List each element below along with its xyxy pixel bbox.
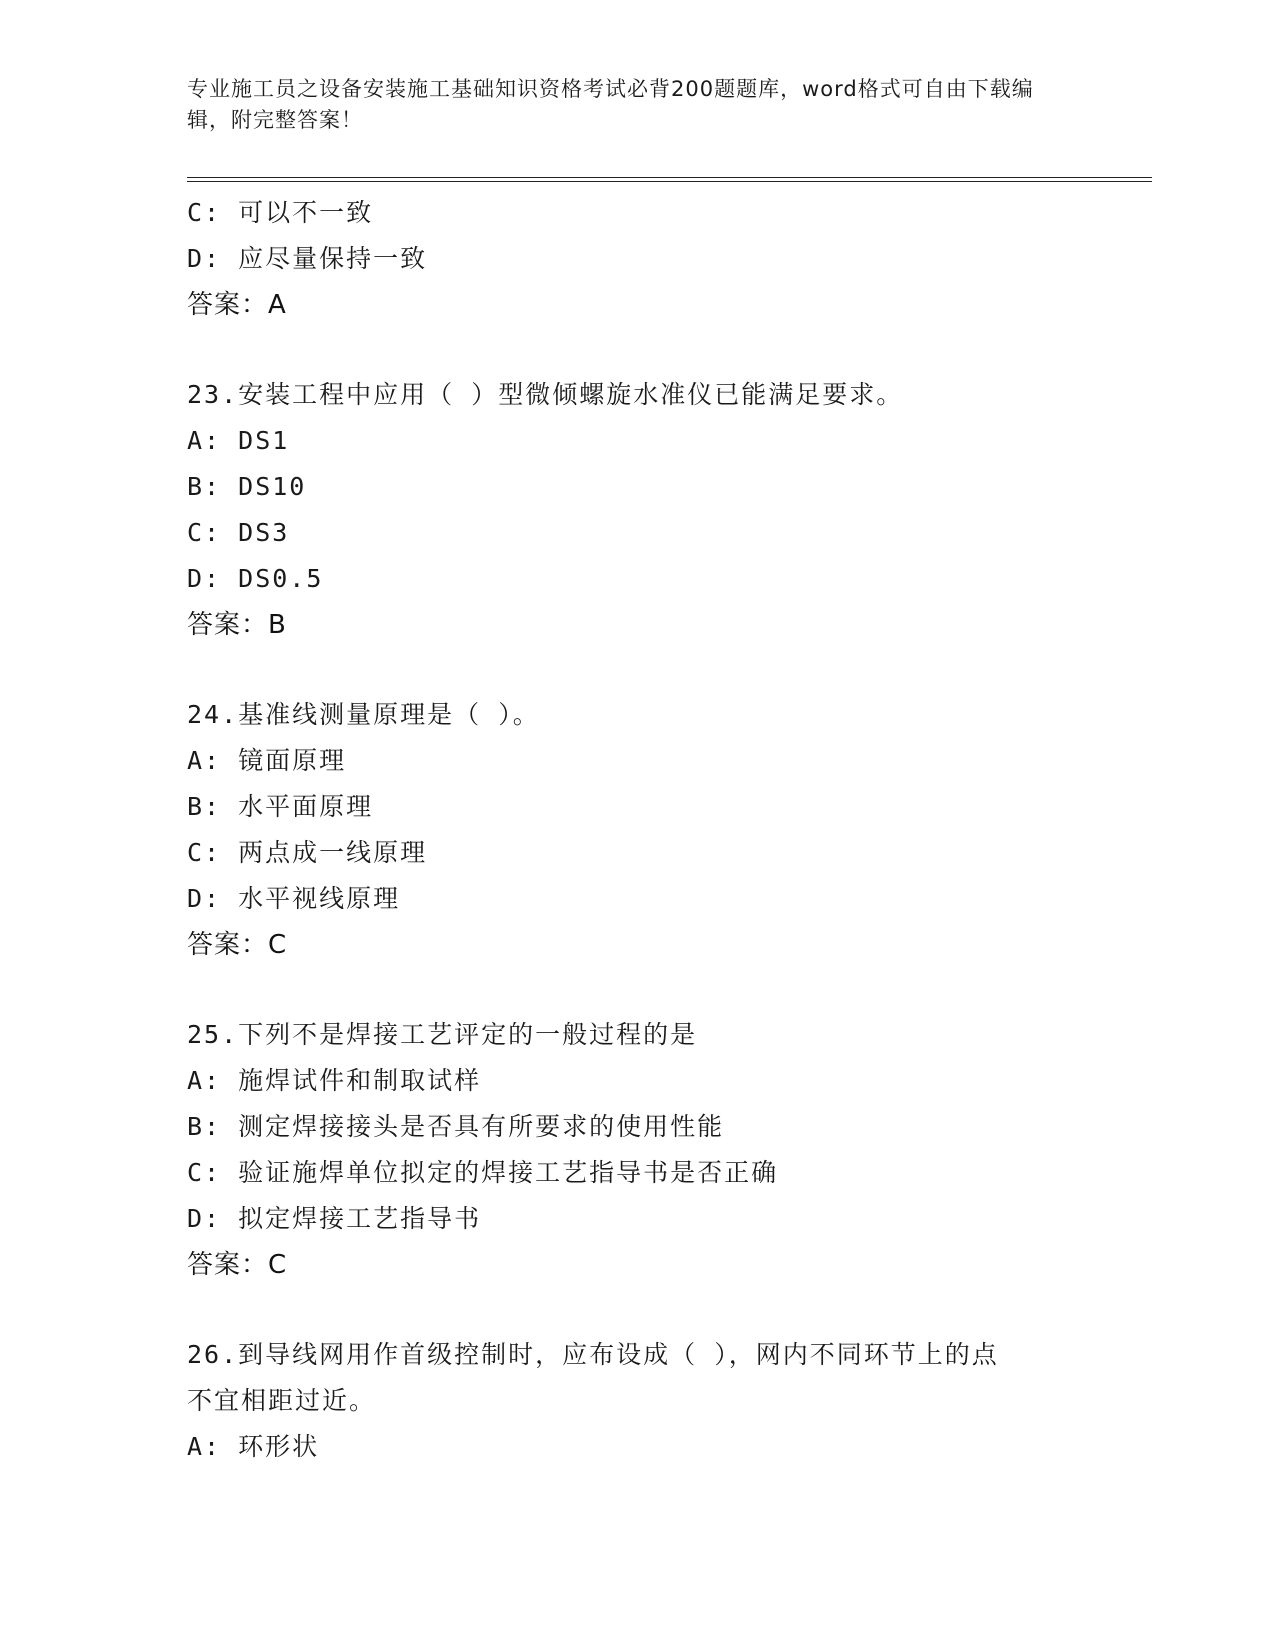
answer: 答案：C: [187, 930, 288, 960]
question-stem-line-1: 26.到导线网用作首级控制时，应布设成（ ），网内不同环节上的点: [187, 1340, 999, 1369]
option-a: A: 镜面原理: [187, 746, 347, 775]
option-c: C: 可以不一致: [187, 198, 374, 227]
option-a: A: 施焊试件和制取试样: [187, 1066, 482, 1095]
option-a: A: 环形状: [187, 1432, 320, 1461]
question-25: [187, 1012, 1067, 1288]
question-23: [187, 372, 1067, 648]
header-double-rule: [187, 177, 1152, 182]
question-24: [187, 692, 1067, 968]
option-c: C: 验证施焊单位拟定的焊接工艺指导书是否正确: [187, 1158, 779, 1187]
question-stem: 25.下列不是焊接工艺评定的一般过程的是: [187, 1020, 698, 1049]
question-26: [187, 1332, 1067, 1470]
option-d: D: DS0.5: [187, 564, 324, 593]
option-c: C: DS3: [187, 518, 290, 547]
option-d: D: 水平视线原理: [187, 884, 401, 913]
question-stem: 23.安装工程中应用（ ）型微倾螺旋水准仪已能满足要求。: [187, 380, 904, 409]
option-b: B: DS10: [187, 472, 307, 501]
option-c: C: 两点成一线原理: [187, 838, 428, 867]
question-list: [187, 190, 1067, 1470]
question-stem-line-2: 不宜相距过近。: [187, 1386, 377, 1415]
answer: 答案：B: [187, 610, 287, 640]
option-d: D: 应尽量保持一致: [187, 244, 428, 273]
answer: 答案：C: [187, 1250, 288, 1280]
option-a: A: DS1: [187, 426, 290, 455]
question-22-continued: [187, 190, 1067, 328]
option-d: D: 拟定焊接工艺指导书: [187, 1204, 482, 1233]
option-b: B: 水平面原理: [187, 792, 374, 821]
option-b: B: 测定焊接接头是否具有所要求的使用性能: [187, 1112, 725, 1141]
answer: 答案：A: [187, 290, 287, 320]
question-stem: 24.基准线测量原理是（ ）。: [187, 700, 540, 729]
page-header: 专业施工员之设备安装施工基础知识资格考试必背200题题库，word格式可自由下载编辑，附完整答案！: [187, 77, 1034, 132]
